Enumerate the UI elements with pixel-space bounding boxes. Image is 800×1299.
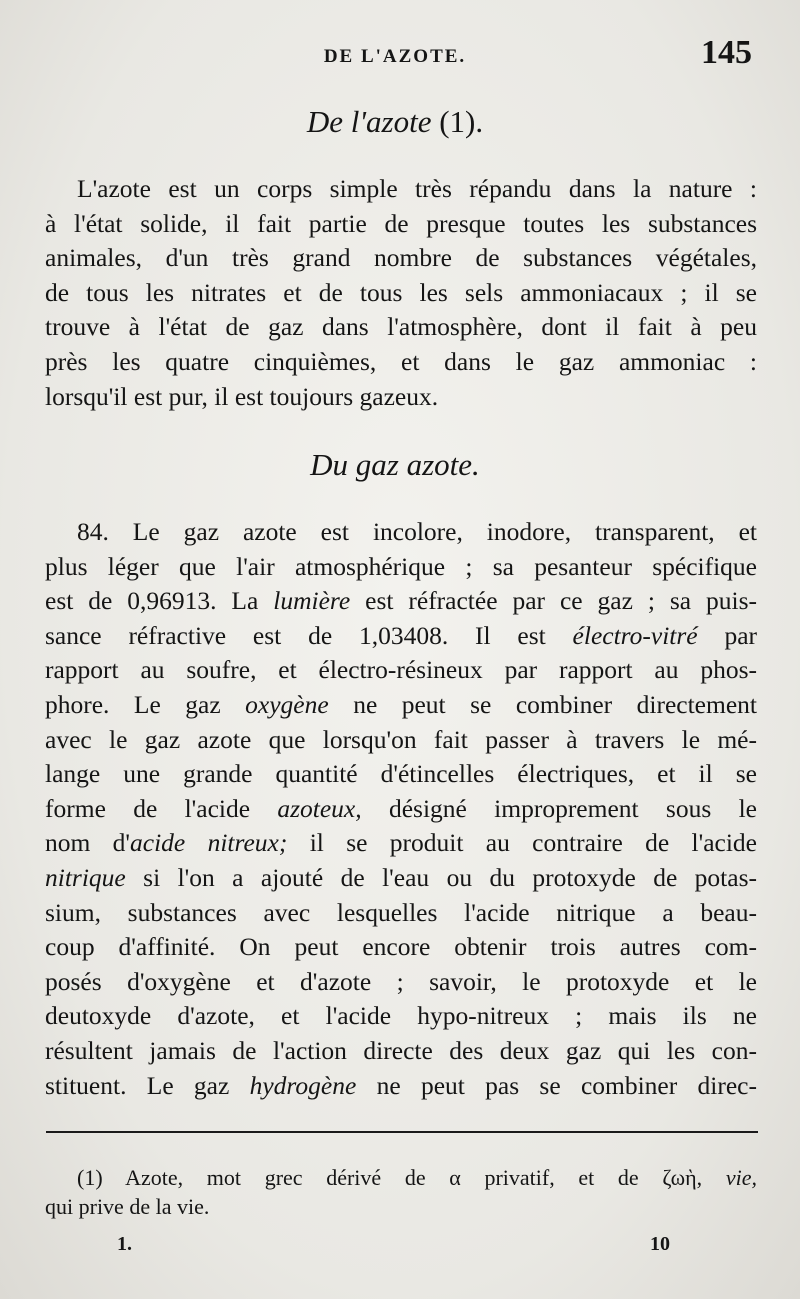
- text-line: deutoxyde d'azote, et l'acide hypo-nitreux ; mais ils ne: [45, 1001, 757, 1031]
- text-line: à l'état solide, il fait partie de presque toutes les substances: [45, 208, 757, 238]
- text-line: rapport au soufre, et électro-résineux par rapport au phos-: [45, 655, 757, 685]
- footnote-line: qui prive de la vie.: [45, 1194, 210, 1219]
- footnote: [45, 1163, 757, 1221]
- italic-term: lumière: [273, 586, 351, 616]
- signature-mark-left: 1.: [117, 1233, 132, 1255]
- running-head: [0, 34, 800, 80]
- text-line: coup d'affinité. On peut encore obtenir trois autres com-: [45, 932, 757, 962]
- text-run: par: [697, 620, 757, 650]
- italic-term: azoteux,: [277, 793, 362, 823]
- text-run: phore. Le gaz: [45, 689, 246, 719]
- text-run: si l'on a ajouté de l'eau ou du protoxyde de potas-: [125, 862, 757, 892]
- text-line: [45, 619, 757, 654]
- italic-term: hydrogène: [249, 1070, 357, 1100]
- section-title: De l'azote: [306, 104, 432, 139]
- running-title: DE L'AZOTE.: [323, 46, 467, 67]
- text-line: animales, d'un très grand nombre de substances végétales,: [45, 243, 757, 273]
- text-line: résultent jamais de l'action directe des deux gaz qui les con-: [45, 1035, 757, 1065]
- text-run: stituent. Le gaz: [45, 1070, 250, 1100]
- page-number: 145: [701, 34, 752, 71]
- text-run: est réfractée par ce gaz ; sa puis-: [350, 586, 757, 616]
- text-line: [45, 688, 757, 723]
- text-line: [45, 584, 757, 619]
- text-line: de tous les nitrates et de tous les sels ammoniacaux ; il se: [45, 277, 757, 307]
- text-run: désigné improprement sous le: [361, 793, 757, 823]
- footnote-reference: (1).: [431, 104, 484, 139]
- text-run: sance réfractive est de 1,03408. Il est: [45, 620, 573, 650]
- text-line: lorsqu'il est pur, il est toujours gazeux.: [45, 381, 439, 411]
- text-line: avec le gaz azote que lorsqu'on fait passer à travers le mé-: [45, 724, 757, 754]
- italic-term: électro-vitré: [572, 620, 698, 650]
- section-heading-gaz-azote: Du gaz azote.: [310, 447, 480, 482]
- text-line: près les quatre cinquièmes, et dans le gaz ammoniac :: [45, 346, 757, 376]
- text-line: L'azote est un corps simple très répandu dans la nature :: [77, 174, 757, 203]
- text-line: posés d'oxygène et d'azote ; savoir, le protoxyde et le: [45, 966, 757, 996]
- text-line: plus léger que l'air atmosphérique ; sa pesanteur spécifique: [45, 551, 757, 581]
- italic-term: oxygène: [245, 689, 329, 719]
- italic-term: vie,: [725, 1165, 757, 1190]
- intro-paragraph: [45, 172, 757, 414]
- italic-term: nitrique: [45, 862, 126, 892]
- italic-term: acide nitreux;: [130, 828, 288, 858]
- text-run: est de 0,96913. La: [45, 586, 274, 616]
- text-run: ne peut pas se combiner direc-: [356, 1070, 757, 1100]
- text-line: [45, 1069, 757, 1104]
- text-line: [45, 826, 757, 861]
- text-run: (1) Azote, mot grec dérivé de α privatif, et de ζωὴ,: [77, 1165, 726, 1190]
- text-line: lange une grande quantité d'étincelles électriques, et il se: [45, 759, 757, 789]
- text-run: nom d': [45, 828, 131, 858]
- body-paragraph-84: [45, 515, 757, 1103]
- text-line: 84. Le gaz azote est incolore, inodore, transparent, et: [77, 517, 757, 546]
- text-line: sium, substances avec lesquelles l'acide nitrique a beau-: [45, 897, 757, 927]
- footnote-line: [45, 1163, 757, 1192]
- text-run: forme de l'acide: [45, 793, 278, 823]
- footnote-rule: [46, 1131, 758, 1133]
- text-run: ne peut se combiner directement: [328, 689, 757, 719]
- signature-mark-right: 10: [650, 1233, 670, 1255]
- text-run: il se produit au contraire de l'acide: [287, 828, 757, 858]
- section-heading-azote: [0, 104, 790, 140]
- text-line: trouve à l'état de gaz dans l'atmosphère, dont il fait à peu: [45, 312, 757, 342]
- text-line: [45, 792, 757, 827]
- text-line: [45, 861, 757, 896]
